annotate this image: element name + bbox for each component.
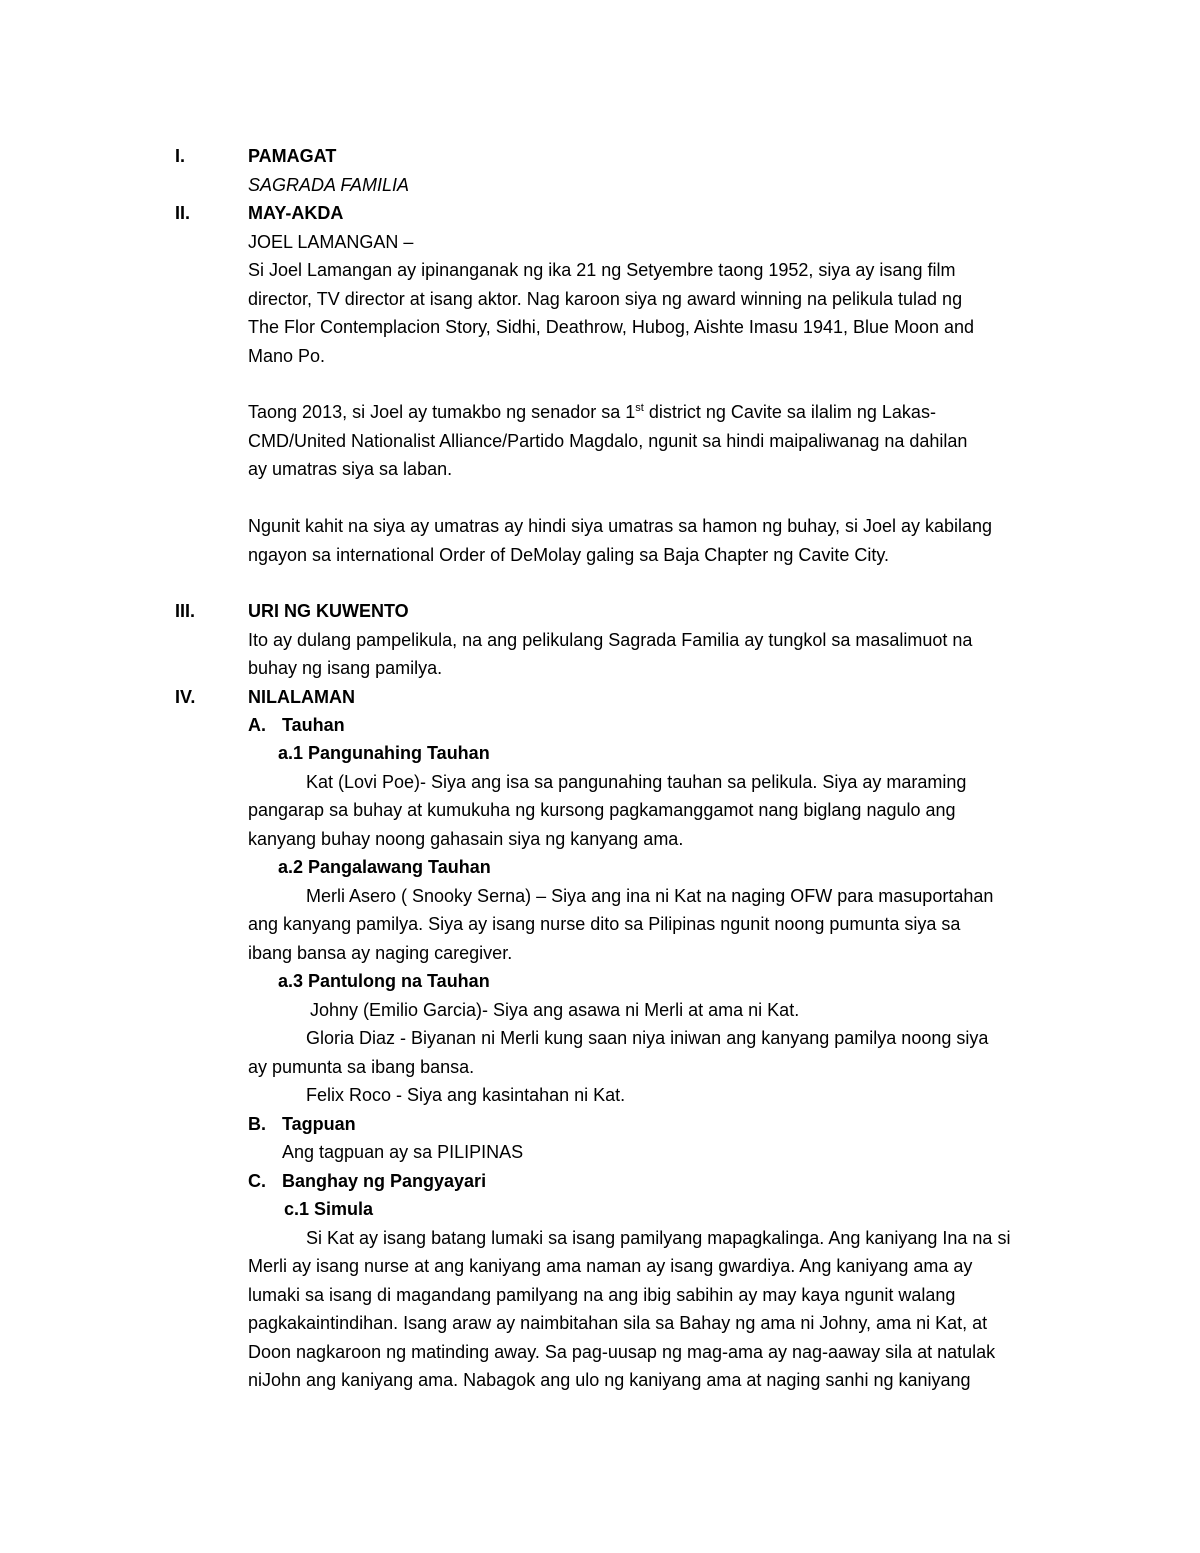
superscript: st xyxy=(635,402,644,414)
subsection-label-c: C. xyxy=(248,1171,266,1191)
character-text-line: ay pumunta sa ibang bansa. xyxy=(248,1057,475,1077)
author-bio-line: The Flor Contemplacion Story, Sidhi, Deathrow, Hubog, Aishte Imasu 1941, Blue Moon and xyxy=(248,317,975,337)
subheading-pangalawang-tauhan: a.2 Pangalawang Tauhan xyxy=(278,857,491,877)
subsection-heading-banghay: Banghay ng Pangyayari xyxy=(282,1171,487,1191)
author-bio-line: CMD/United Nationalist Alliance/Partido Magdalo, ngunit sa hindi maipaliwanag na dahilan xyxy=(248,431,968,451)
section-heading-nilalaman: NILALAMAN xyxy=(248,687,355,707)
story-title: SAGRADA FAMILIA xyxy=(248,175,410,195)
subheading-pantulong-na-tauhan: a.3 Pantulong na Tauhan xyxy=(278,971,490,991)
section-heading-uri: URI NG KUWENTO xyxy=(248,601,409,621)
genre-text-line: buhay ng isang pamilya. xyxy=(248,658,443,678)
author-bio-line: Si Joel Lamangan ay ipinanganak ng ika 21 ng Setyembre taong 1952, siya ay isang film xyxy=(248,260,956,280)
subsection-heading-tauhan: Tauhan xyxy=(282,715,345,735)
character-text-line: ang kanyang pamilya. Siya ay isang nurse dito sa Pilipinas ngunit noong pumunta siya sa xyxy=(248,914,961,934)
section-numeral-1: I. xyxy=(175,146,186,166)
character-text-line: Merli Asero ( Snooky Serna) – Siya ang ina ni Kat na naging OFW para masuportahan xyxy=(306,886,994,906)
section-heading-may-akda: MAY-AKDA xyxy=(248,203,344,223)
section-numeral-2: II. xyxy=(175,203,191,223)
author-bio-line: Ngunit kahit na siya ay umatras ay hindi siya umatras sa hamon ng buhay, si Joel ay kabilang xyxy=(248,516,993,536)
author-bio-line: ay umatras siya sa laban. xyxy=(248,459,453,479)
subsection-label-b: B. xyxy=(248,1114,266,1134)
section-numeral-3: III. xyxy=(175,601,196,621)
subheading-pangunahing-tauhan: a.1 Pangunahing Tauhan xyxy=(278,743,490,763)
character-text-line: pangarap sa buhay at kumukuha ng kursong pagkamanggamot nang biglang nagulo ang xyxy=(248,800,956,820)
plot-text-line: niJohn ang kaniyang ama. Nabagok ang ulo ng kaniyang ama at naging sanhi ng kaniyang xyxy=(248,1370,971,1390)
character-text-line: ibang bansa ay naging caregiver. xyxy=(248,943,513,963)
author-bio-line xyxy=(248,401,936,423)
author-name: JOEL LAMANGAN – xyxy=(248,232,414,252)
text-run: district ng Cavite sa ilalim ng Lakas- xyxy=(643,402,936,422)
text-run: Taong 2013, si Joel ay tumakbo ng senador sa 1 xyxy=(248,402,636,422)
setting-text: Ang tagpuan ay sa PILIPINAS xyxy=(282,1142,524,1162)
character-text-line: Felix Roco - Siya ang kasintahan ni Kat. xyxy=(306,1085,626,1105)
character-text-line: Gloria Diaz - Biyanan ni Merli kung saan niya iniwan ang kanyang pamilya noong siya xyxy=(306,1028,989,1048)
plot-text-line: Doon nagkaroon ng matinding away. Sa pag-uusap ng mag-ama ay nag-aaway sila at natulak xyxy=(248,1342,996,1362)
plot-text-line: pagkakaintindihan. Isang araw ay naimbitahan sila sa Bahay ng ama ni Johny, ama ni Kat, at xyxy=(248,1313,988,1333)
plot-text-line: Si Kat ay isang batang lumaki sa isang pamilyang mapagkalinga. Ang kaniyang Ina na si xyxy=(306,1228,1011,1248)
character-text-line: kanyang buhay noong gahasain siya ng kanyang ama. xyxy=(248,829,684,849)
subsection-label-a: A. xyxy=(248,715,266,735)
section-heading-pamagat: PAMAGAT xyxy=(248,146,337,166)
subheading-simula: c.1 Simula xyxy=(284,1199,374,1219)
genre-text-line: Ito ay dulang pampelikula, na ang pelikulang Sagrada Familia ay tungkol sa masalimuot na xyxy=(248,630,973,650)
author-bio-line: Mano Po. xyxy=(248,346,326,366)
section-numeral-4: IV. xyxy=(175,687,196,707)
subsection-heading-tagpuan: Tagpuan xyxy=(282,1114,356,1134)
character-text-line: Johny (Emilio Garcia)- Siya ang asawa ni Merli at ama ni Kat. xyxy=(310,1000,800,1020)
plot-text-line: lumaki sa isang di magandang pamilyang na ang ibig sabihin ay may kaya ngunit walang xyxy=(248,1285,956,1305)
character-text-line: Kat (Lovi Poe)- Siya ang isa sa pangunahing tauhan sa pelikula. Siya ay maraming xyxy=(306,772,967,792)
author-bio-line: ngayon sa international Order of DeMolay galing sa Baja Chapter ng Cavite City. xyxy=(248,545,890,565)
author-bio-line: director, TV director at isang aktor. Nag karoon siya ng award winning na pelikula tulad ng xyxy=(248,289,963,309)
plot-text-line: Merli ay isang nurse at ang kaniyang ama naman ay isang gwardiya. Ang kaniyang ama ay xyxy=(248,1256,973,1276)
